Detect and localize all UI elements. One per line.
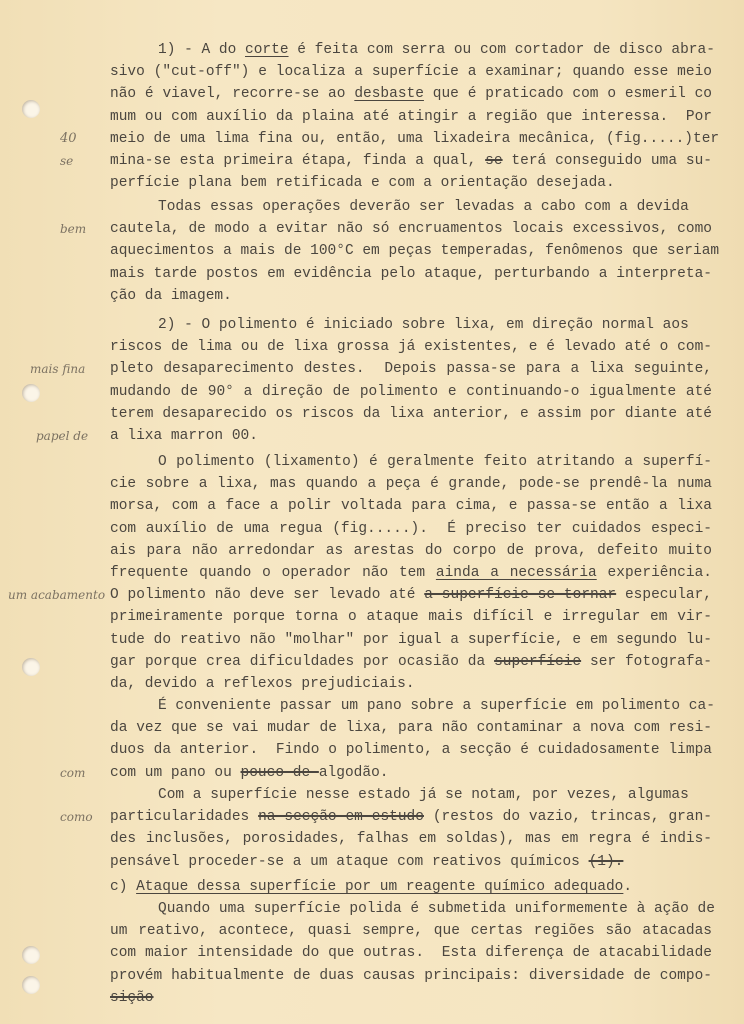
text-segment: mum ou com auxílio da plaina até atingir a região que interessa. Por	[110, 108, 712, 125]
text-segment: cie sobre a lixa, mas quando a peça é grande, pode-se prendê-la numa	[110, 476, 712, 493]
text-segment: que é praticado com o esmeril co	[423, 86, 713, 103]
struck-text: pouco de	[240, 764, 319, 781]
text-segment: ser fotografa-	[581, 653, 712, 670]
text-segment: O polimento não deve ser levado até	[110, 587, 425, 604]
text-line	[110, 584, 712, 606]
text-segment: da, devido a reflexos prejudiciais.	[110, 675, 415, 692]
text-line	[110, 965, 712, 987]
text-line	[110, 518, 712, 540]
text-segment: é feita com serra ou com cortador de disco abra-	[288, 42, 715, 58]
handwritten-note: bem	[60, 222, 87, 236]
text-line	[110, 784, 712, 806]
handwritten-note: com	[60, 766, 86, 780]
text-segment: meio de uma lima fina ou, então, uma lixadeira mecânica, (fig.....)ter	[110, 130, 720, 147]
text-line	[110, 828, 712, 850]
text-segment: a lixa marron 00.	[110, 427, 258, 444]
text-line	[110, 425, 712, 447]
text-segment: ção da imagem.	[110, 287, 232, 304]
text-segment: especular,	[616, 587, 712, 604]
text-segment: provém habitualmente de duas causas principais: diversidade de compo-	[110, 967, 712, 984]
paragraph	[110, 784, 712, 873]
text-segment: com maior intensidade do que outras. Esta diferença de atacabilidade	[110, 945, 712, 962]
struck-text: a superfície se tornar	[424, 587, 617, 604]
text-segment: experiência.	[596, 564, 712, 581]
text-line	[110, 285, 712, 307]
text-segment: É conveniente passar um pano sobre a superfície em polimento ca-	[158, 698, 715, 714]
text-segment: mudando de 90° a direção de polimento e continuando-o igualmente até	[110, 383, 712, 400]
text-segment: um reativo, acontece, quasi sempre, que certas regiões são atacadas	[110, 923, 712, 940]
text-line	[110, 606, 712, 628]
handwritten-note: 40	[60, 131, 77, 146]
text-segment: terem desaparecido os riscos da lixa anterior, e assim por diante até	[110, 405, 712, 422]
text-line	[110, 851, 712, 873]
text-line	[110, 495, 712, 517]
text-segment: primeiramente porque torna o ataque mais difícil e irregular em vir-	[110, 609, 712, 626]
text-line	[110, 196, 712, 218]
paragraph	[110, 695, 715, 784]
text-line	[110, 806, 712, 828]
handwritten-note: como	[60, 810, 93, 824]
handwritten-note: um acabamento	[8, 588, 106, 602]
text-line	[110, 83, 712, 105]
text-line	[110, 920, 712, 942]
binder-hole	[22, 946, 40, 964]
text-line	[110, 739, 712, 761]
underlined-text: Ataque dessa superfície por um reagente químico adequado	[136, 879, 624, 895]
binder-hole	[22, 976, 40, 994]
text-segment: perfície plana bem retificada e com a orientação desejada.	[110, 175, 615, 192]
underlined-text: corte	[245, 42, 289, 58]
text-segment: duos da anterior. Findo o polimento, a secção é cuidadosamente limpa	[110, 742, 712, 759]
handwritten-note: mais fina	[30, 362, 86, 376]
text-segment: com auxílio de uma regua (fig.....). É preciso ter cuidados especi-	[110, 520, 712, 537]
text-segment: (restos do vazio, trincas, gran-	[423, 809, 712, 826]
text-line	[110, 473, 712, 495]
text-line	[110, 150, 712, 172]
text-line	[110, 876, 712, 898]
text-line	[110, 898, 715, 920]
text-line	[110, 762, 712, 784]
text-segment: não é viavel, recorre-se ao	[110, 86, 355, 103]
text-line	[110, 218, 712, 240]
paragraph	[110, 314, 712, 447]
paragraph	[110, 196, 720, 307]
text-line	[110, 61, 712, 83]
text-segment: Quando uma superfície polida é submetida uniformemente à ação de	[158, 901, 715, 917]
text-segment: morsa, com a face a polir voltada para cima, e passa-se então a lixa	[110, 498, 712, 515]
text-line	[110, 358, 712, 380]
text-segment: aquecimentos a mais de 100°C em peças temperadas, fenômenos que seriam	[110, 243, 720, 260]
text-segment: c)	[110, 879, 137, 895]
underlined-text: desbaste	[354, 86, 424, 103]
text-line	[110, 128, 720, 150]
text-line	[110, 451, 712, 473]
text-segment: mina-se esta primeira étapa, finda a qual,	[110, 152, 486, 169]
struck-text: na secção em estudo	[258, 809, 424, 826]
text-segment: pleto desaparecimento destes. Depois passa-se para a lixa seguinte,	[110, 361, 712, 378]
text-segment: pensável proceder-se a um ataque com reativos químicos	[110, 853, 589, 870]
text-segment: tude do reativo não "molhar" por igual a superfície, e em segundo lu-	[110, 631, 712, 648]
text-line	[110, 263, 712, 285]
handwritten-note: se	[60, 154, 74, 168]
handwritten-note: papel de	[36, 429, 89, 443]
text-segment: particularidades	[110, 809, 259, 826]
struck-text: (1).	[588, 853, 624, 870]
text-segment: algodão.	[318, 764, 389, 781]
text-segment: terá conseguido uma su-	[502, 152, 712, 169]
text-line	[110, 673, 712, 695]
struck-text: se	[485, 152, 503, 169]
text-segment: O polimento (lixamento) é geralmente feito atritando a superfí-	[158, 454, 712, 470]
paragraph	[110, 898, 715, 1009]
text-line	[110, 942, 712, 964]
text-segment: .	[623, 879, 633, 895]
text-segment: da vez que se vai mudar de lixa, para não contaminar a nova com resi-	[110, 720, 712, 737]
text-line	[110, 562, 712, 584]
text-line	[110, 987, 712, 1009]
text-line	[110, 629, 712, 651]
underlined-text: ainda a necessária	[435, 564, 597, 581]
text-line	[110, 717, 712, 739]
text-segment: cautela, de modo a evitar não só encruamentos locais excessivos, como	[110, 221, 712, 238]
text-segment: mais tarde postos em evidência pelo ataque, perturbando a interpreta-	[110, 265, 712, 282]
text-segment: sivo ("cut-off") e localiza a superfície a examinar; quando esse meio	[110, 64, 712, 81]
text-line	[110, 381, 712, 403]
text-segment: frequente quando o operador não tem	[110, 564, 436, 581]
text-segment: 1) - A do	[158, 42, 246, 58]
text-segment: Todas essas operações deverão ser levadas a cabo com a devida	[158, 199, 689, 215]
struck-text: sição	[110, 989, 154, 1006]
text-segment: ais para não arredondar as arestas do corpo de prova, defeito muito	[110, 542, 712, 559]
paragraph	[110, 451, 712, 695]
text-segment: com um pano ou	[110, 764, 241, 781]
text-line	[110, 651, 712, 673]
text-line	[110, 403, 712, 425]
text-segment: riscos de lima ou de lixa grossa já existentes, e é levado até o com-	[110, 339, 712, 356]
binder-hole	[22, 100, 40, 118]
text-line	[110, 172, 712, 194]
text-line	[110, 540, 712, 562]
text-segment: Com a superfície nesse estado já se notam, por vezes, algumas	[158, 787, 689, 803]
binder-hole	[22, 384, 40, 402]
struck-text: superfície	[494, 653, 582, 670]
text-line	[110, 695, 715, 717]
section-heading	[110, 876, 712, 898]
text-segment: 2) - O polimento é iniciado sobre lixa, em direção normal aos	[158, 317, 689, 333]
text-line	[110, 39, 715, 61]
text-line	[110, 314, 712, 336]
text-line	[110, 106, 712, 128]
text-segment: gar porque crea dificuldades por ocasião da	[110, 653, 495, 670]
text-line	[110, 336, 712, 358]
text-line	[110, 240, 720, 262]
text-segment: des inclusões, porosidades, falhas em soldas), mas em regra é indis-	[110, 831, 712, 848]
paragraph	[110, 39, 720, 194]
binder-hole	[22, 658, 40, 676]
